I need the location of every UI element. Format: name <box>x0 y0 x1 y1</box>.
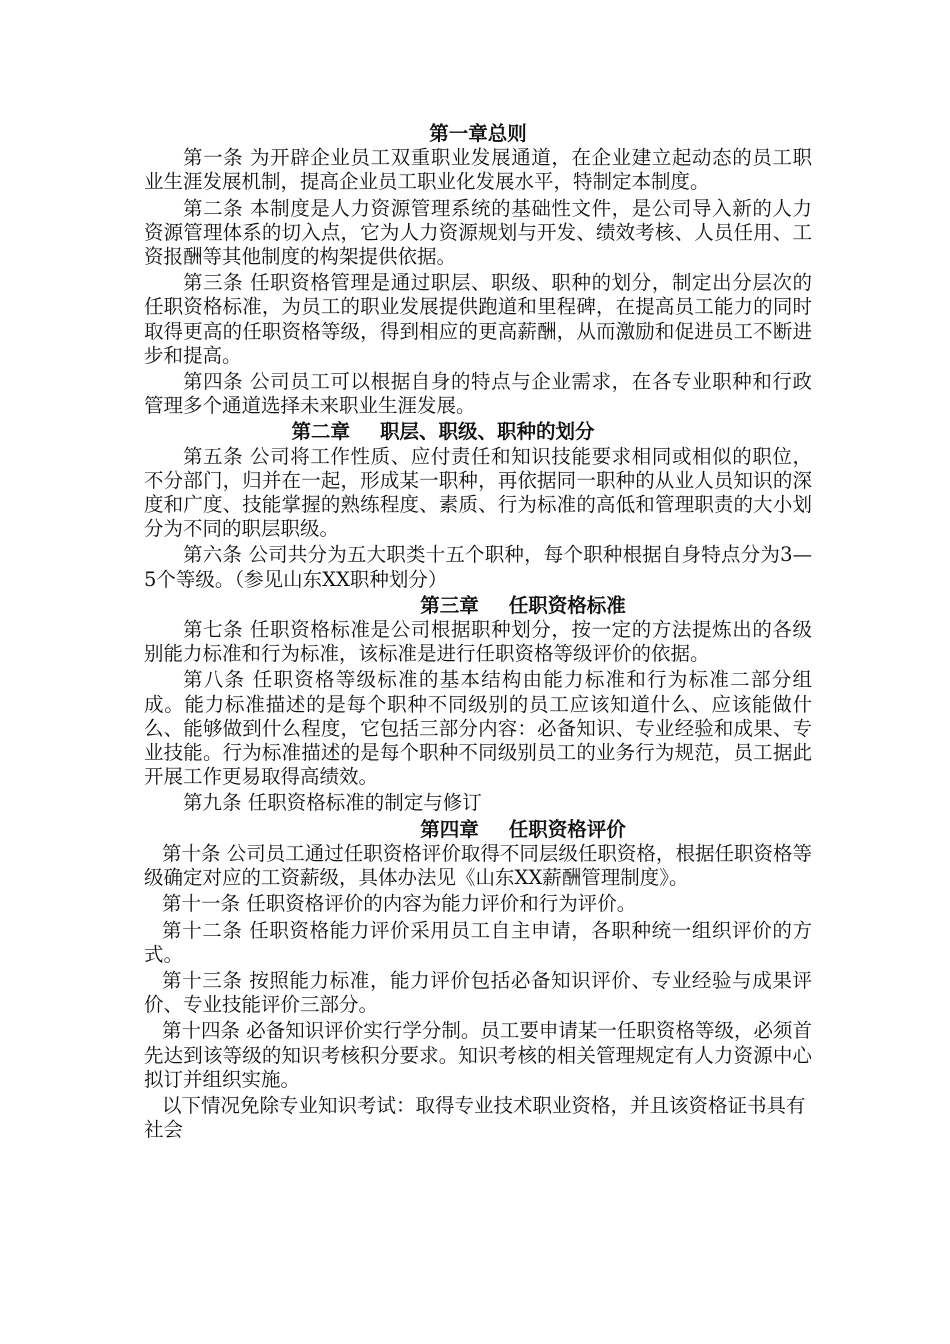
chapter-2-title <box>144 420 812 444</box>
chapter-4-name: 任职资格评价 <box>508 817 626 841</box>
article-10: 第十条 公司员工通过任职资格评价取得不同层级任职资格，根据任职资格等级确定对应的工资薪级，具体办法见《山东XX薪酬管理制度》。 <box>144 841 812 890</box>
chapter-2-name: 职层、职级、职种的划分 <box>380 420 595 444</box>
chapter-2-number: 第二章 <box>291 420 350 444</box>
chapter-4-number: 第四章 <box>420 817 479 841</box>
article-1: 第一条 为开辟企业员工双重职业发展通道，在企业建立起动态的员工职业生涯发展机制，提高企业员工职业化发展水平，特制定本制度。 <box>144 146 812 194</box>
chapter-3-number: 第三章 <box>420 593 479 617</box>
article-6: 第六条 公司共分为五大职类十五个职种，每个职种根据自身特点分为3—5个等级。（参见山东XX职种划分） <box>144 543 812 591</box>
article-7: 第七条 任职资格标准是公司根据职种划分，按一定的方法提炼出的各级别能力标准和行为标准，该标准是进行任职资格等级评价的依据。 <box>144 618 812 666</box>
article-2: 第二条 本制度是人力资源管理系统的基础性文件，是公司导入新的人力资源管理体系的切入点，它为人力资源规划与开发、绩效考核、人员任用、工资报酬等其他制度的构架提供依据。 <box>144 196 812 269</box>
article-12: 第十二条 任职资格能力评价采用员工自主申请，各职种统一组织评价的方式。 <box>144 918 812 966</box>
article-3: 第三条 任职资格管理是通过职层、职级、职种的划分，制定出分层次的任职资格标准，为员工的职业发展提供跑道和里程碑，在提高员工能力的同时取得更高的任职资格等级，得到相应的更高薪酬，从而激励和促进员工不断进步和提高。 <box>144 271 812 367</box>
article-8: 第八条 任职资格等级标准的基本结构由能力标准和行为标准二部分组成。能力标准描述的是每个职种不同级别的员工应该知道什么、应该能做什么、能够做到什么程度，它包括三部分内容：必备知识、专业经验和成果、专业技能。行为标准描述的是每个职种不同级别员工的业务行为规范，员工据此开展工作更易取得高绩效。 <box>144 668 812 789</box>
document-page <box>144 122 812 1144</box>
article-11: 第十一条 任职资格评价的内容为能力评价和行为评价。 <box>162 892 637 916</box>
chapter-1-title: 第一章总则 <box>429 122 527 145</box>
exemption-paragraph: 以下情况免除专业知识考试：取得专业技术职业资格，并且该资格证书具有社会 <box>144 1093 806 1142</box>
chapter-3-name: 任职资格标准 <box>508 593 626 617</box>
chapter-3-title <box>144 594 812 618</box>
article-4: 第四条 公司员工可以根据自身的特点与企业需求，在各专业职种和行政管理多个通道选择未来职业生涯发展。 <box>144 370 812 418</box>
article-13: 第十三条 按照能力标准，能力评价包括必备知识评价、专业经验与成果评价、专业技能评价三部分。 <box>144 968 812 1017</box>
article-9: 第九条 任职资格标准的制定与修订 <box>183 791 482 815</box>
article-5: 第五条 公司将工作性质、应付责任和知识技能要求相同或相似的职位，不分部门，归并在一起，形成某一职种，再依据同一职种的从业人员知识的深度和广度、技能掌握的熟练程度、素质、行为标准的高低和管理职责的大小划分为不同的职层职级。 <box>144 444 812 541</box>
article-14: 第十四条 必备知识评价实行学分制。员工要申请某一任职资格等级，必须首先达到该等级的知识考核积分要求。知识考核的相关管理规定有人力资源中心拟订并组织实施。 <box>144 1019 812 1091</box>
chapter-4-title <box>144 818 812 842</box>
